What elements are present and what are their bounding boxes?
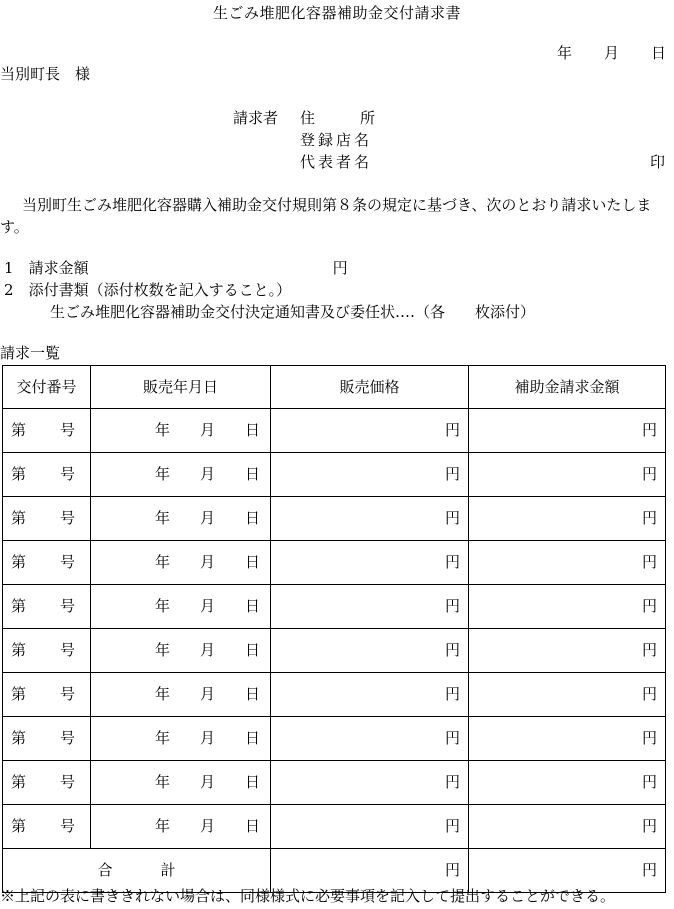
grant-number-cell (3, 497, 91, 541)
subsidy-amount-cell: 円 (469, 497, 666, 541)
table-row (3, 629, 666, 673)
grant-number-suffix: 号 (60, 817, 76, 835)
sale-month: 月 (199, 421, 215, 439)
request-list-table (2, 365, 666, 893)
sale-date-cell (91, 541, 271, 585)
subsidy-amount-cell: 円 (469, 409, 666, 453)
grant-number-prefix: 第 (11, 509, 27, 527)
item2-label: 添付書類（添付枚数を記入すること。） (28, 281, 292, 299)
sale-year: 年 (154, 465, 170, 483)
grant-number-prefix: 第 (11, 685, 27, 703)
grant-number-suffix: 号 (60, 685, 76, 703)
table-row (3, 673, 666, 717)
grant-number-suffix: 号 (60, 509, 76, 527)
sale-day: 日 (244, 729, 260, 747)
grant-number-cell (3, 805, 91, 849)
list-label: 請求一覧 (0, 344, 61, 362)
grant-number-suffix: 号 (60, 773, 76, 791)
grant-number-cell (3, 717, 91, 761)
sale-day: 日 (244, 421, 260, 439)
subsidy-amount-cell: 円 (469, 629, 666, 673)
requester-store-label: 登録店名 (300, 131, 373, 149)
total-price: 円 (271, 849, 469, 893)
subsidy-amount-cell: 円 (469, 805, 666, 849)
table-row (3, 717, 666, 761)
table-row (3, 409, 666, 453)
grant-number-suffix: 号 (60, 729, 76, 747)
sale-year: 年 (154, 817, 170, 835)
grant-number-prefix: 第 (11, 729, 27, 747)
date-line (557, 46, 666, 61)
table-row (3, 497, 666, 541)
sale-year: 年 (154, 597, 170, 615)
item1-label: 請求金額 (28, 259, 89, 277)
requester-label: 請求者 (233, 109, 279, 127)
sale-day: 日 (244, 597, 260, 615)
document-title: 生ごみ堆肥化容器補助金交付請求書 (212, 4, 461, 22)
subsidy-amount-cell: 円 (469, 453, 666, 497)
grant-number-cell (3, 761, 91, 805)
grant-number-cell (3, 629, 91, 673)
sale-day: 日 (244, 465, 260, 483)
request-statement: 当別町生ごみ堆肥化容器購入補助金交付規則第８条の規定に基づき、次のとおり請求いたします。 (0, 196, 652, 236)
sale-day: 日 (244, 641, 260, 659)
sale-price-cell: 円 (271, 585, 469, 629)
total-label-1: 合 (97, 861, 113, 879)
sale-month: 月 (199, 729, 215, 747)
grant-number-prefix: 第 (11, 773, 27, 791)
sale-date-cell (91, 761, 271, 805)
sale-year: 年 (154, 641, 170, 659)
header-subsidy-amount: 補助金請求金額 (469, 366, 666, 409)
sale-day: 日 (244, 773, 260, 791)
grant-number-prefix: 第 (11, 597, 27, 615)
sale-date-cell (91, 409, 271, 453)
grant-number-suffix: 号 (60, 597, 76, 615)
item1-number: 1 (4, 259, 14, 277)
sale-day: 日 (244, 817, 260, 835)
grant-number-suffix: 号 (60, 641, 76, 659)
sale-day: 日 (244, 685, 260, 703)
date-day: 日 (650, 44, 666, 62)
grant-number-prefix: 第 (11, 421, 27, 439)
sale-month: 月 (199, 465, 215, 483)
item2-detail: 生ごみ堆肥化容器補助金交付決定通知書及び委任状‥‥（各 枚添付） (50, 303, 536, 321)
sale-month: 月 (199, 817, 215, 835)
grant-number-cell (3, 673, 91, 717)
sale-price-cell: 円 (271, 673, 469, 717)
sale-price-cell: 円 (271, 497, 469, 541)
grant-number-suffix: 号 (60, 465, 76, 483)
grant-number-cell (3, 541, 91, 585)
sale-year: 年 (154, 553, 170, 571)
header-grant-number: 交付番号 (3, 366, 91, 409)
sale-year: 年 (154, 421, 170, 439)
sale-month: 月 (199, 597, 215, 615)
sale-date-cell (91, 497, 271, 541)
sale-month: 月 (199, 553, 215, 571)
sale-month: 月 (199, 685, 215, 703)
requester-address-label: 住 所 (300, 109, 376, 127)
table-row (3, 761, 666, 805)
table-row (3, 541, 666, 585)
grant-number-prefix: 第 (11, 817, 27, 835)
item1-unit: 円 (332, 259, 348, 277)
total-subsidy: 円 (469, 849, 666, 893)
sale-price-cell: 円 (271, 453, 469, 497)
item2-number: 2 (4, 281, 14, 299)
subsidy-amount-cell: 円 (469, 717, 666, 761)
subsidy-amount-cell: 円 (469, 541, 666, 585)
item-request-amount (4, 261, 348, 276)
footnote: ※上記の表に書ききれない場合は、同様様式に必要事項を記入して提出することができる。 (0, 887, 616, 905)
sale-date-cell (91, 453, 271, 497)
grant-number-cell (3, 585, 91, 629)
header-sale-date: 販売年月日 (91, 366, 271, 409)
table-row (3, 585, 666, 629)
sale-date-cell (91, 629, 271, 673)
total-label-2: 計 (160, 861, 176, 879)
sale-price-cell: 円 (271, 409, 469, 453)
sale-month: 月 (199, 641, 215, 659)
sale-price-cell: 円 (271, 761, 469, 805)
sale-year: 年 (154, 685, 170, 703)
table-header-row (3, 366, 666, 409)
subsidy-amount-cell: 円 (469, 761, 666, 805)
sale-price-cell: 円 (271, 805, 469, 849)
sale-date-cell (91, 585, 271, 629)
sale-date-cell (91, 805, 271, 849)
seal-mark: 印 (649, 153, 665, 171)
sale-date-cell (91, 673, 271, 717)
sale-year: 年 (154, 509, 170, 527)
addressee: 当別町長 様 (0, 65, 91, 83)
sale-date-cell (91, 717, 271, 761)
grant-number-cell (3, 409, 91, 453)
table-row (3, 805, 666, 849)
requester-rep-label: 代表者名 (300, 153, 373, 171)
grant-number-suffix: 号 (60, 553, 76, 571)
grant-number-prefix: 第 (11, 465, 27, 483)
grant-number-cell (3, 453, 91, 497)
grant-number-suffix: 号 (60, 421, 76, 439)
grant-number-prefix: 第 (11, 553, 27, 571)
header-sale-price: 販売価格 (271, 366, 469, 409)
sale-day: 日 (244, 509, 260, 527)
sale-price-cell: 円 (271, 629, 469, 673)
sale-month: 月 (199, 509, 215, 527)
subsidy-amount-cell: 円 (469, 585, 666, 629)
sale-year: 年 (154, 773, 170, 791)
sale-day: 日 (244, 553, 260, 571)
item-attachments (4, 283, 291, 298)
sale-price-cell: 円 (271, 717, 469, 761)
total-label (3, 849, 271, 893)
date-year: 年 (556, 44, 572, 62)
sale-year: 年 (154, 729, 170, 747)
table-row (3, 453, 666, 497)
date-month: 月 (603, 44, 619, 62)
subsidy-amount-cell: 円 (469, 673, 666, 717)
sale-price-cell: 円 (271, 541, 469, 585)
total-row (3, 849, 666, 893)
grant-number-prefix: 第 (11, 641, 27, 659)
sale-month: 月 (199, 773, 215, 791)
